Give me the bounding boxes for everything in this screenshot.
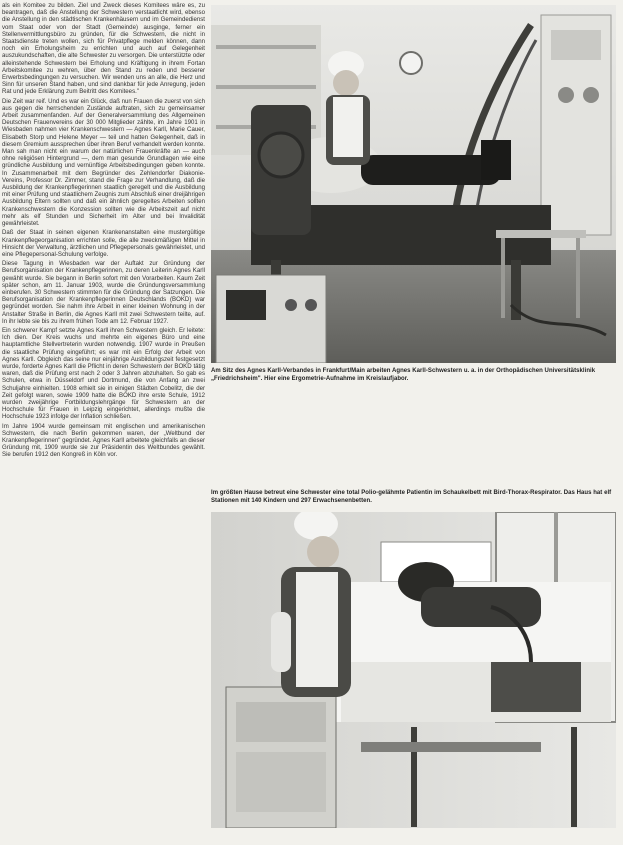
article-text-column [2,2,205,842]
article-paragraph: als ein Komitee zu bilden. Ziel und Zweck dieses Komitees wäre es, zu beantragen, daß die Anstellung der Schwestern verstaatlicht wird, ebenso die Anstellung in den städtischen Krankenhäusern und im Gemeindedienst vom Staat oder von der Stadt (Gemeinde) ausginge, ferner ein Stellenvermittlungsbüro zu gründen, für die Schwestern, die nicht in Staatsdienste treten wollen, sich für Privatpflege melden können, dann noch ein Erholungsheim zu errichten und auch auf Gelegenheit auszukundschaften, die alte Schwester zu versorgen. Die unterstützte oder alleinstehende Schwestern bei Erholung und Kräftigung in ihrem Fortan Arbeitskomitee zu wehren, über den Stand zu reden und besserer Erwerbsbedingungen zu versuchen. Wir wenden uns an alle, die Herz und Sinn für unseren Stand haben, und sind dankbar für jede Anregung, jeden Rat und jede Erklärung zum Beitritt des Komitees." [2,2,205,96]
photo-polio-ward [211,512,616,828]
photo-caption-bottom: Im größten Hause betreut eine Schwester eine total Polio-gelähmte Patientin im Schaukelbett mit Bird-Thorax-Respirator. Das Haus hat elf Stationen mit 140 Kindern und 297 Erwachsenenbetten. [211,490,612,504]
photo-ergometry-lab [211,5,616,363]
photo-caption-top: Am Sitz des Agnes Karll-Verbandes in Frankfurt/Main arbeiten Agnes Karll-Schwestern u. a. in der Orthopädischen Universitätsklinik „Friedrichsheim". Hier eine Ergometrie-Aufnahme im Kreislaufjabor. [211,368,596,382]
article-paragraph: Die Zeit war reif. Und es war ein Glück, daß nun Frauen die zuerst von sich aus gegen die herrschenden Zustände auftraten, sich zu gemeinsamer Arbeit zusammenfanden. Auf der Generalversammlung des Allgemeinen Deutschen Frauenvereins der 30 000 Mitglieder zählte, im Jahre 1901 in Wiesbaden nahmen vier Krankenschwestern — Agnes Karll, Marie Cauer, Elisabeth Storp und Helene Meyer — teil und hatten Gelegenheit, daß in diesem Gremium aussprechen über ihren Beruf verhandelt werden konnte. Man sah man nicht ein warum der natürlichen Frauenkräfte an — auch ohne religiösen Hintergrund —, dem man gesunde Grundlagen wie eine gründliche Ausbildung und vernünftige Arbeitsbedingungen geben konnte. In Zusammenarbeit mit dem Begründer des Zehlendorfer Diakonie-Vereins, Professor Dr. Zimmer, stand die Frage zur Verhandlung, daß die Ausbildung der Krankenpflegerinnen staatlich geregelt und die Ausbildung mit einer Prüfung und staatlichem Zeugnis zum Abschluß einer dreijährigen Ausbildung Eltern sollten und daß ein ähnlich geregeltes Arbeiten sollten Krankenschwestern die Konzession sollten wie die Arbeitszeit auf nicht mehr als elf Stunden und Sicherheit im Alter und bei Invalidität gewährleistet. [2,97,205,228]
article-paragraph: Daß der Staat in seinen eigenen Krankenanstalten eine mustergültige Krankenpflegeorganisation errichten solle, die alle zweckmäßigen Mittel in Hinsicht der Verwaltung, ärztlichen und Pflegepersonals gewährleistet, und eine Pflegepersonal-Schulung verfolge. [2,229,205,258]
article-paragraph: Im Jahre 1904 wurde gemeinsam mit englischen und amerikanischen Schwestern, die nach Berlin gekommen waren, der „Weltbund der Krankenpflegerinnen" gegründet. Agnes Karll arbeitete gleichfalls an dieser Gründung mit, 1909 wurde sie zur Präsidentin des Weltbundes gewählt. Sie berufen 1912 den Kongreß in Köln vor. [2,422,205,459]
article-paragraph: Ein schwerer Kampf setzte Agnes Karll ihren Schwestern gleich. Er leitete: Ich dien. Der Kreis wuchs und mehrte ein eigenes Büro und eine hauptamtliche Stellvertreterin wurden notwendig. 1907 wurde in Preußen die staatliche Prüfung eingeführt; es war mit ein Erfolg der Arbeit von Agnes Karll. Obgleich das seine nur einjährige Ausbildungszeit festgesetzt wurde, forderte Agnes Karll die Pflicht in deren Schwestern der BOKD tätig waren, daß die Prüfung erst nach 2 oder 3 Jahren abzuhalten. So gab es Schulen, etwa in Düsseldorf und Dortmund, die von Anfang an zwei Schuljahre einhielten. 1908 erhielt sie in einigen Städten Cobelitz, die der Zeit gefolgt waren, sowie 1909 hatte die BOKD ihre erste Schule, 1912 wurden zweijährige Fortbildungslehrgänge für Schwestern an der Hochschule für Frauen in Leipzig eingerichtet, allerdings mußte die Hochschule 1923 infolge der Inflation schließen. [2,326,205,421]
article-paragraph: Diese Tagung in Wiesbaden war der Auftakt zur Gründung der Berufsorganisation der Krankenpflegerinnen, zu deren Leiterin Agnes Karll gewählt wurde. Sie begann in Berlin sofort mit den Vorarbeiten. Kaum Zeit später schon, am 11. Januar 1903, wurde die Gründungsversammlung einberufen. 30 Schwestern stimmten für die Gründung der Satzungen. Die Berufsorganisation der Krankenpflegerinnen Deutschlands (BOKD) war gegründet worden. Sie nahm ihre Arbeit in einer kleinen Wohnung in der Anstalter Straße in Berlin, die Agnes Karll mit zwei Schwestern teilte, auf. In ihr lebte sie bis zu ihrem frühen Tode am 12. Februar 1927. [2,260,205,325]
